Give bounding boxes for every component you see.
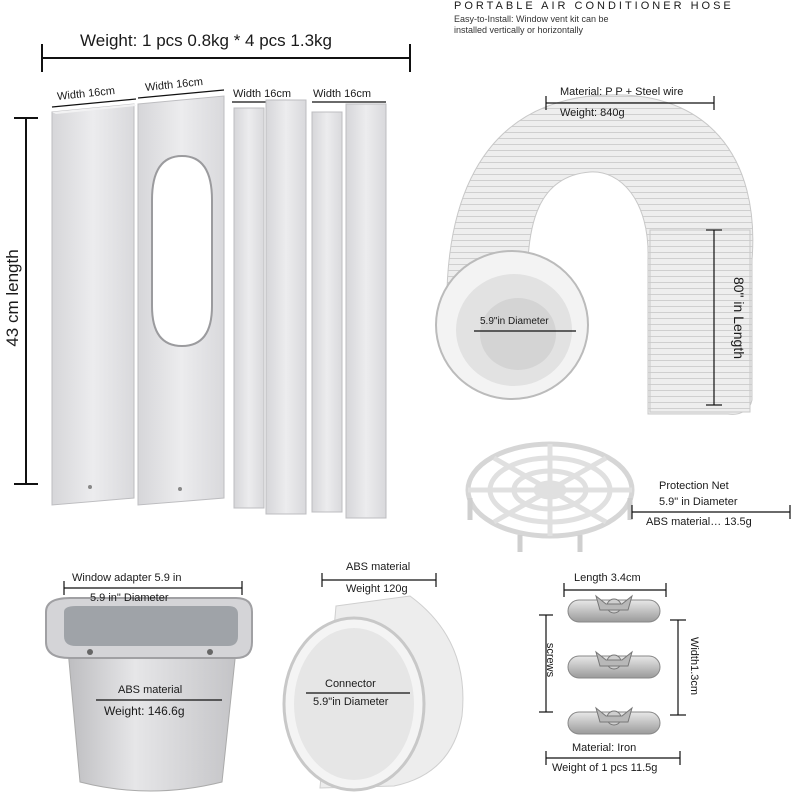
panel-width-label-1: Width 16cm <box>56 84 116 104</box>
adapter-diameter-label: 5.9 in" Diameter <box>90 592 169 604</box>
subtitle-line-2: installed vertically or horizontally <box>454 25 584 35</box>
screw-2 <box>568 652 660 678</box>
adapter-material-label: ABS material <box>118 684 183 696</box>
screws-weight-label: Weight of 1 pcs 11.5g <box>552 762 658 774</box>
connector-diameter-label: 5.9"in Diameter <box>313 696 389 708</box>
hose-material-label: Material: P P + Steel wire <box>560 86 684 98</box>
panel-width-label-3: Width 16cm <box>233 88 292 100</box>
panel-width-label-2: Width 16cm <box>144 75 204 95</box>
protection-net <box>468 444 632 552</box>
hose-length-label: 80" in Length <box>731 276 747 360</box>
subtitle-line-1: Easy-to-Install: Window vent kit can be <box>454 14 609 24</box>
connector-name-label: Connector <box>325 678 376 690</box>
connector-weight-label: Weight 120g <box>346 583 408 595</box>
window-panel-4 <box>312 104 386 518</box>
exhaust-hose <box>436 95 753 415</box>
window-panel-3 <box>234 100 306 514</box>
screw-1 <box>568 596 660 622</box>
screws-material-label: Material: Iron <box>572 742 637 754</box>
window-panel-1 <box>52 104 136 505</box>
product-title: PORTABLE AIR CONDITIONER HOSE <box>454 0 734 12</box>
adapter-weight-label: Weight: 146.6g <box>104 704 185 718</box>
screws-width-label: Width1.3cm <box>688 636 700 696</box>
screws-length-label: Length 3.4cm <box>574 572 641 584</box>
net-diameter-label: 5.9" in Diameter <box>659 496 738 508</box>
panels-weight-label: Weight: 1 pcs 0.8kg * 4 pcs 1.3kg <box>80 31 332 50</box>
hose-weight-label: Weight: 840g <box>560 107 625 119</box>
screws-group <box>568 596 660 734</box>
net-material-label: ABS material… 13.5g <box>646 516 752 528</box>
adapter-name-label: Window adapter 5.9 in <box>72 572 182 584</box>
screw-3 <box>568 708 660 734</box>
panels-length-label: 43 cm length <box>3 249 22 347</box>
hose-diameter-label: 5.9"in Diameter <box>480 316 549 327</box>
panel-width-label-4: Width 16cm <box>313 88 372 100</box>
connector-material-label: ABS material <box>346 561 411 573</box>
net-name-label: Protection Net <box>659 480 729 492</box>
window-panel-2-with-hole <box>138 96 224 505</box>
screws-label: screws <box>544 642 556 678</box>
